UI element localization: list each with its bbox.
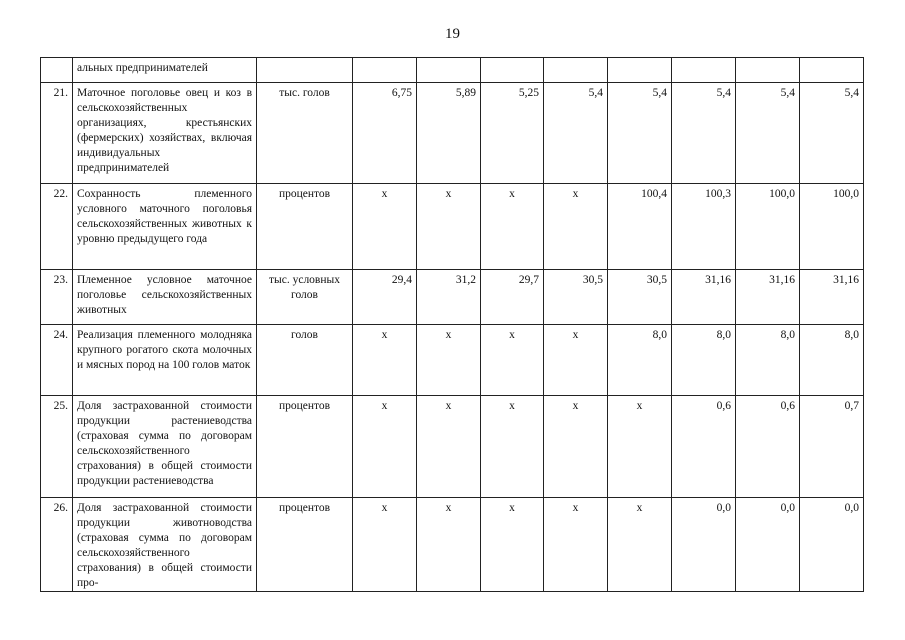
indicator-name: Сохранность племенного условного маточного поголовья сельскохозяйственных животных к уровню предыдущего года <box>73 184 257 270</box>
indicator-name: Доля застрахованной стоимости продукции животноводства (страховая сумма по договорам сельскохозяйственного страхования) в общей стоимости про- <box>73 498 257 592</box>
value-cell: x <box>353 498 417 592</box>
row-number: 24. <box>41 325 73 396</box>
row-number: 22. <box>41 184 73 270</box>
row-number-cell <box>41 58 73 83</box>
continuation-row <box>41 58 864 83</box>
value-cell: 8,0 <box>736 325 800 396</box>
value-cell <box>608 58 672 83</box>
value-cell: x <box>608 498 672 592</box>
table-row <box>41 184 864 270</box>
row-number: 25. <box>41 396 73 498</box>
value-cell: x <box>481 396 544 498</box>
unit-cell <box>257 58 353 83</box>
value-cell: x <box>417 325 481 396</box>
table-row <box>41 325 864 396</box>
indicator-name: альных предпринимателей <box>73 58 257 83</box>
value-cell <box>481 58 544 83</box>
table-row <box>41 498 864 592</box>
value-cell <box>800 58 864 83</box>
value-cell: 5,4 <box>736 83 800 184</box>
value-cell: 0,0 <box>800 498 864 592</box>
table-row <box>41 396 864 498</box>
value-cell: 100,0 <box>736 184 800 270</box>
value-cell: 100,0 <box>800 184 864 270</box>
indicator-name: Реализация племенного молодняка крупного рогатого скота молочных и мясных пород на 100 голов маток <box>73 325 257 396</box>
value-cell: 5,89 <box>417 83 481 184</box>
value-cell: 0,6 <box>736 396 800 498</box>
indicator-name: Доля застрахованной стоимости продукции растениеводства (страховая сумма по договорам сельскохозяйственного страхования) в общей стоимости продукции растениеводства <box>73 396 257 498</box>
indicators-table <box>40 57 864 592</box>
value-cell: 5,4 <box>544 83 608 184</box>
value-cell: 31,16 <box>672 270 736 325</box>
value-cell: x <box>544 396 608 498</box>
value-cell: 5,4 <box>608 83 672 184</box>
value-cell <box>672 58 736 83</box>
value-cell <box>417 58 481 83</box>
value-cell: x <box>417 396 481 498</box>
value-cell: x <box>353 325 417 396</box>
unit-cell: процентов <box>257 396 353 498</box>
indicator-name: Маточное поголовье овец и коз в сельскохозяйственных организациях, крестьянских (фермерских) хозяйствах, включая индивидуальных предпринимателей <box>73 83 257 184</box>
value-cell <box>353 58 417 83</box>
row-number: 21. <box>41 83 73 184</box>
value-cell: x <box>353 184 417 270</box>
value-cell: 0,0 <box>672 498 736 592</box>
unit-cell: процентов <box>257 498 353 592</box>
table-row <box>41 270 864 325</box>
value-cell: 0,6 <box>672 396 736 498</box>
value-cell: 8,0 <box>672 325 736 396</box>
value-cell: x <box>544 184 608 270</box>
value-cell: x <box>481 498 544 592</box>
value-cell: x <box>481 325 544 396</box>
unit-cell: тыс. условных голов <box>257 270 353 325</box>
value-cell: x <box>608 396 672 498</box>
value-cell: x <box>417 184 481 270</box>
unit-cell: тыс. голов <box>257 83 353 184</box>
unit-cell: процентов <box>257 184 353 270</box>
value-cell <box>736 58 800 83</box>
value-cell: 29,4 <box>353 270 417 325</box>
value-cell: 0,0 <box>736 498 800 592</box>
unit-cell: голов <box>257 325 353 396</box>
value-cell: 29,7 <box>481 270 544 325</box>
value-cell: 30,5 <box>544 270 608 325</box>
value-cell: x <box>544 498 608 592</box>
indicator-name: Племенное условное маточное поголовье сельскохозяйственных животных <box>73 270 257 325</box>
value-cell: 5,4 <box>672 83 736 184</box>
value-cell: 31,16 <box>736 270 800 325</box>
value-cell: x <box>544 325 608 396</box>
page-number: 19 <box>445 26 460 42</box>
value-cell: x <box>417 498 481 592</box>
value-cell: 5,25 <box>481 83 544 184</box>
value-cell: 31,2 <box>417 270 481 325</box>
value-cell: x <box>481 184 544 270</box>
value-cell: 31,16 <box>800 270 864 325</box>
row-number: 26. <box>41 498 73 592</box>
table-row <box>41 83 864 184</box>
row-number: 23. <box>41 270 73 325</box>
value-cell: x <box>353 396 417 498</box>
value-cell: 5,4 <box>800 83 864 184</box>
value-cell: 8,0 <box>608 325 672 396</box>
value-cell: 6,75 <box>353 83 417 184</box>
value-cell: 0,7 <box>800 396 864 498</box>
value-cell: 100,3 <box>672 184 736 270</box>
value-cell: 8,0 <box>800 325 864 396</box>
value-cell <box>544 58 608 83</box>
value-cell: 100,4 <box>608 184 672 270</box>
value-cell: 30,5 <box>608 270 672 325</box>
